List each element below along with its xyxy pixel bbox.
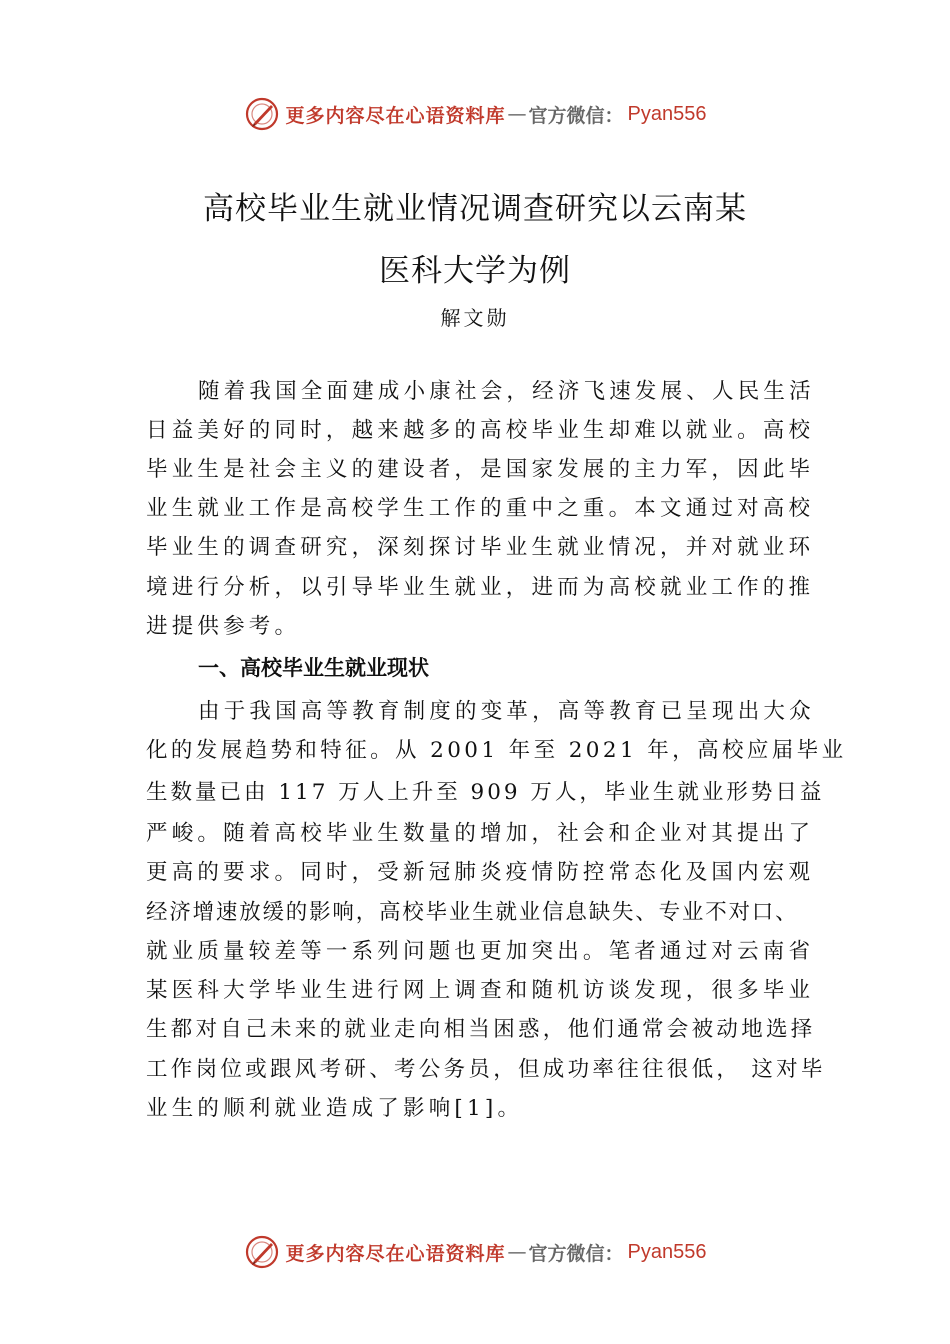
footer-watermark bbox=[0, 1232, 950, 1272]
watermark-label: 官方微信： bbox=[528, 1242, 624, 1265]
section-heading: 一、高校毕业生就业现状 bbox=[198, 656, 429, 680]
watermark-label: 官方微信： bbox=[528, 104, 624, 127]
pen-circle-logo-icon bbox=[244, 96, 280, 132]
pen-circle-logo-icon bbox=[244, 1234, 280, 1270]
intro-line: 毕业生是社会主义的建设者，是国家发展的主力军，因此毕 bbox=[146, 457, 815, 482]
section-line: 严峻。随着高校毕业生数量的增加，社会和企业对其提出了 bbox=[146, 821, 815, 846]
document-title-line-1: 高校毕业生就业情况调查研究以云南某 bbox=[203, 191, 747, 227]
watermark-separator: — bbox=[507, 103, 527, 125]
author-name: 解文勋 bbox=[440, 306, 510, 330]
intro-line: 境进行分析，以引导毕业生就业，进而为高校就业工作的推 bbox=[146, 575, 815, 600]
section-line: 生数量已由 117 万人上升至 909 万人，毕业生就业形势日益 bbox=[146, 780, 825, 805]
section-line: 业生的顺利就业造成了影响[1]。 bbox=[146, 1096, 524, 1121]
watermark-slogan: 更多内容尽在心语资料库 bbox=[285, 1242, 506, 1265]
intro-line: 毕业生的调查研究，深刻探讨毕业生就业情况，并对就业环 bbox=[146, 535, 815, 560]
intro-line: 进提供参考。 bbox=[146, 614, 301, 639]
section-line: 就业质量较差等一系列问题也更加突出。笔者通过对云南省 bbox=[146, 939, 815, 964]
section-line: 更高的要求。同时，受新冠肺炎疫情防控常态化及国内宏观 bbox=[146, 860, 815, 885]
section-line: 工作岗位或跟风考研、考公务员，但成功率往往很低， 这对毕 bbox=[146, 1057, 826, 1082]
watermark-wechat-id: Pyan556 bbox=[627, 1240, 707, 1263]
intro-line: 随着我国全面建成小康社会，经济飞速发展、人民生活 bbox=[198, 379, 815, 404]
document-title-line-2: 医科大学为例 bbox=[379, 253, 571, 289]
intro-line: 业生就业工作是高校学生工作的重中之重。本文通过对高校 bbox=[146, 496, 815, 521]
section-line: 化的发展趋势和特征。从 2001 年至 2021 年，高校应届毕业 bbox=[146, 738, 847, 763]
watermark-separator: — bbox=[507, 1241, 527, 1263]
intro-line: 日益美好的同时，越来越多的高校毕业生却难以就业。高校 bbox=[146, 418, 815, 443]
section-line: 生都对自己未来的就业走向相当困惑，他们通常会被动地选择 bbox=[146, 1017, 816, 1042]
section-line: 某医科大学毕业生进行网上调查和随机访谈发现，很多毕业 bbox=[146, 978, 815, 1003]
watermark-wechat-id: Pyan556 bbox=[627, 102, 707, 125]
section-line: 由于我国高等教育制度的变革，高等教育已呈现出大众 bbox=[198, 699, 815, 724]
header-watermark bbox=[0, 94, 950, 134]
watermark-slogan: 更多内容尽在心语资料库 bbox=[285, 104, 506, 127]
section-line: 经济增速放缓的影响，高校毕业生就业信息缺失、专业不对口、 bbox=[146, 900, 799, 925]
